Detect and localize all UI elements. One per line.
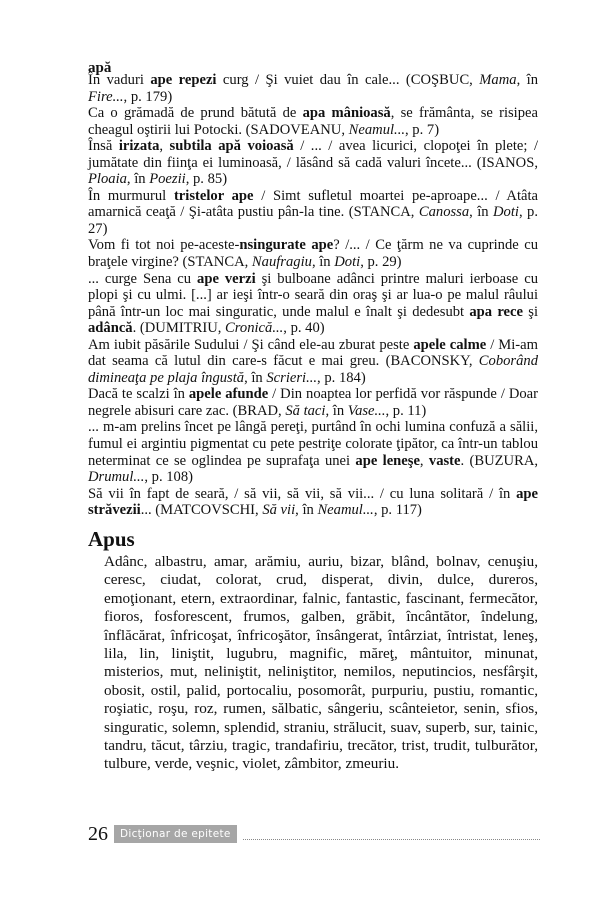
epithet-highlight: ape leneşe xyxy=(355,452,420,469)
citation-text: . (DUMITRIU, xyxy=(132,320,226,337)
work-title: Doti xyxy=(334,254,361,271)
page-number: 26 xyxy=(88,822,108,845)
citation-text: Să vii în fapt de seară, / să vii, să vii, să vii... / cu luna solitară / în xyxy=(88,485,517,502)
epithets-list: Adânc, albastru, amar, arămiu, auriu, bizar, blând, bolnav, cenuşiu, ceresc, ciudat, colorat, crud, disperat, divin, dulce, dureros, emoţionant, etern, extraordinar, falnic, fantastic, fascinant, fermecător, fioros, fosforescent, frumos, galben, grăbit, încântător, îndelung, înflăcărat, înfricoşat, înfricoşător, însângerat, întârziat, întristat, leneş, lila, lin, liniştit, lugubru, magnific, măreţ, mântuitor, minunat, misterios, mut, neliniştit, neliniştitor, nemilos, neputincios, nesfârşit, obosit, ostil, palid, portocaliu, posomorât, purpuriu, pustiu, romantic, roşiatic, roşu, roz, rumen, sălbatic, sângeriu, scânteietor, senin, sfios, singuratic, solemn, splendid, straniu, strălucit, suav, superb, sur, tainic, tandru, tăcut, târziu, tragic, trandafiriu, trecător, trist, trudit, tulburător, tulbure, verde, veşnic, violet, zâmbitor, zmeuriu. xyxy=(104,553,538,773)
book-title-label: Dicţionar de epitete xyxy=(114,825,237,843)
citation-text: ... curge Sena cu xyxy=(88,270,198,287)
citation-text: , p. 179) xyxy=(123,88,173,105)
citation xyxy=(88,237,538,270)
citation-text: ? /... / Ce ţărm ne va cuprinde cu braţele virgine? (STANCA, xyxy=(88,237,538,271)
epithet-highlight: apa rece xyxy=(469,303,523,320)
work-title: Neamul... xyxy=(348,121,405,138)
work-title: Doti xyxy=(493,204,519,221)
citation xyxy=(88,72,538,105)
work-title: Naufragiu xyxy=(251,254,312,271)
work-title: Vase... xyxy=(347,402,386,419)
citation-text: Vom fi tot noi pe-aceste- xyxy=(88,237,240,254)
work-title: Poezii xyxy=(149,171,186,188)
citation-text: , p. 7) xyxy=(405,121,440,138)
epithet-highlight: ape repezi xyxy=(150,72,217,88)
citation-text: Ca o grămadă de prund bătută de xyxy=(88,105,303,122)
citation-text: , în xyxy=(516,72,539,88)
work-title: Coborând dimineaţa pe plaja îngustă xyxy=(88,353,538,386)
epithet-highlight: adâncă xyxy=(88,320,133,337)
citation-text: În murmurul xyxy=(88,187,174,204)
citation xyxy=(88,337,538,387)
running-headword: apă xyxy=(88,60,112,76)
citation-text: / Din noaptea lor perfidă vor răspunde / Doar negrele abisuri care zac. (BRAD, xyxy=(88,386,538,419)
citation-text: , xyxy=(419,452,429,469)
epithet-highlight: subtila apă voioasă xyxy=(169,138,294,155)
citation xyxy=(88,486,538,519)
citation-text: , în xyxy=(469,204,494,221)
citation-text: , în xyxy=(325,402,348,419)
citation-text: Am iubit păsările Sudului / Şi când ele-au zburat peste xyxy=(88,336,414,353)
citation xyxy=(88,419,538,485)
citation-text: , p. 117) xyxy=(373,502,422,519)
citation-text: În vaduri xyxy=(88,72,151,88)
citation-text: , p. 11) xyxy=(385,402,427,419)
citation-text: , p. 29) xyxy=(360,254,402,271)
entry-title: Apus xyxy=(88,527,135,551)
citation-text: Însă xyxy=(88,138,119,155)
citation-text: , p. 40) xyxy=(283,320,325,337)
citation xyxy=(88,138,538,188)
citation-text: , în xyxy=(311,254,335,271)
epithet-highlight: ape verzi xyxy=(197,270,256,287)
work-title: Să vii xyxy=(262,502,296,519)
epithet-highlight: nsingurate ape xyxy=(239,237,334,254)
citation-text: , p. 27) xyxy=(88,204,538,237)
citation-text: , în xyxy=(244,369,267,386)
work-title: Scrieri... xyxy=(266,369,318,386)
citations-list xyxy=(88,72,538,519)
citation-text: , p. 108) xyxy=(144,469,194,486)
citation-text: , în xyxy=(126,171,150,188)
dotted-rule xyxy=(243,829,540,840)
citation-text: / Simt sufletul moartei pe-aproape... / Atâta amarnică ceaţă / Şi-atâta pustiu pân-la tine. (STANCA, xyxy=(88,187,539,221)
citation-text: , se frământa, se risipea cheagul oştirii lui Potocki. (SADOVEANU, xyxy=(88,105,538,138)
work-title: Să taci xyxy=(285,402,326,419)
citation-text: / ... / avea licurici, clopoţei în plete; / jumătate din fiinţa ei luminoasă, / lăsând să cadă valuri încete... (ISANOS, xyxy=(88,138,538,171)
epithet-highlight: apele afunde xyxy=(188,386,269,403)
citation xyxy=(88,188,538,238)
epithet-highlight: apa mânioasă xyxy=(302,105,391,122)
work-title: Mama xyxy=(479,72,517,88)
work-title: Cronică... xyxy=(225,320,284,337)
citation-text: . (BUZURA, xyxy=(460,452,539,469)
work-title: Canossa xyxy=(418,204,470,221)
citation-text: Dacă te scalzi în xyxy=(88,386,189,403)
work-title: Drumul... xyxy=(88,469,145,486)
citation-text: ... m-am prelins încet pe lângă pereţi, purtând în ochi lumina confuză a sălii, fumul ei argintiu pigmentat cu pete pestriţe colorate ţipător, ca într-un tablou neterminat ce se oglindea pe suprafaţa unei xyxy=(88,419,538,469)
citation-text: , în xyxy=(295,502,318,519)
citation-text: şi bulboane adânci printre maluri ierboase cu plopi şi cu ulmi. [...] ar ieşi într-o seară din oraş şi ar lua-o pe malul râului până într-un loc mai singuratic, unde malul e înalt şi dedesubt xyxy=(88,270,538,320)
citation-text: , p. 184) xyxy=(317,369,366,386)
citation-text: , p. 85) xyxy=(185,171,228,188)
work-title: Fire... xyxy=(88,88,124,105)
page-footer xyxy=(88,823,540,845)
epithet-highlight: irizata xyxy=(118,138,160,155)
epithet-highlight: ape străvezii xyxy=(88,485,538,519)
epithet-highlight: vaste xyxy=(428,452,461,469)
work-title: Ploaia xyxy=(88,171,127,188)
epithet-highlight: apele calme xyxy=(413,336,487,353)
citation-text: şi xyxy=(523,303,538,320)
citation-text: curg / Şi vuiet dau în cale... (COŞBUC, xyxy=(216,72,480,88)
citation xyxy=(88,105,538,138)
citation-text: / Mi-am dat seama că lutul din care-s făcut e mai greu. (BACONSKY, xyxy=(88,336,538,370)
citation xyxy=(88,386,538,419)
epithet-highlight: tristelor ape xyxy=(173,187,254,204)
citation-text: ... (MATCOVSCHI, xyxy=(140,502,263,519)
citation-text: , xyxy=(159,138,170,155)
work-title: Neamul... xyxy=(317,502,374,519)
citation xyxy=(88,271,538,337)
